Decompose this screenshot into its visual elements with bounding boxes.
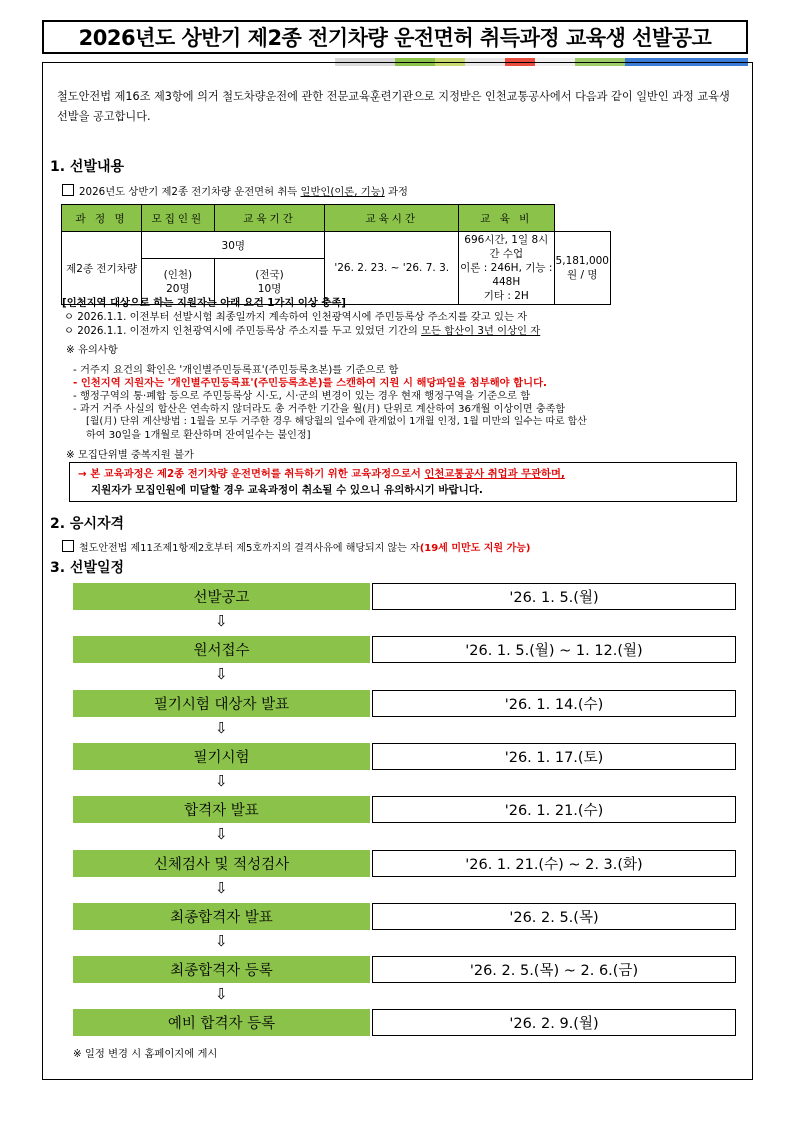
schedule-step-label: 예비 합격자 등록 (73, 1009, 370, 1036)
requirement-2 (64, 322, 540, 337)
course-prefix: 2026년도 상반기 제2종 전기차량 운전면허 취득 (79, 186, 301, 198)
schedule-step-label: 원서접수 (73, 636, 370, 663)
hours-line-2: 이론 : 246H, 기능 : 448H (460, 262, 553, 288)
schedule-step-date: '26. 1. 14.(수) (372, 690, 736, 717)
schedule-step-label: 최종합격자 발표 (73, 903, 370, 930)
down-arrow-icon: ⇩ (215, 825, 228, 843)
notice-line-2: 지원자가 모집인원에 미달할 경우 교육과정이 취소될 수 있으니 유의하시기 바랍니다. (91, 484, 483, 496)
down-arrow-icon: ⇩ (215, 665, 228, 683)
down-arrow-icon: ⇩ (215, 879, 228, 897)
course-suffix: 과정 (384, 186, 408, 198)
schedule-step-date: '26. 2. 5.(목) ~ 2. 6.(금) (372, 956, 736, 983)
hours-line-1: 696시간, 1일 8시간 수업 (464, 234, 549, 260)
schedule-step-date: '26. 2. 9.(월) (372, 1009, 736, 1036)
schedule-step-label: 합격자 발표 (73, 796, 370, 823)
important-notice-box (69, 462, 737, 502)
th-recruit: 모집인원 (142, 205, 214, 232)
incheon-requirement-heading: [인천지역 대상으로 하는 지원자는 아래 요건 1가지 이상 충족] (62, 297, 346, 309)
schedule-step-date: '26. 1. 5.(월) ~ 1. 12.(월) (372, 636, 736, 663)
course-name: 제2종 전기차량 (62, 232, 142, 305)
down-arrow-icon: ⇩ (215, 932, 228, 950)
schedule-footnote: ※ 일정 변경 시 홈페이지에 게시 (73, 1048, 218, 1060)
th-course: 과 정 명 (62, 205, 142, 232)
down-arrow-icon: ⇩ (215, 985, 228, 1003)
note-6: 하여 30일을 1개월로 환산하며 잔여일수는 불인정] (86, 430, 311, 441)
course-table (61, 204, 611, 305)
down-arrow-icon: ⇩ (215, 612, 228, 630)
eligibility-text: 철도안전법 제11조제1항제2호부터 제5호까지의 결격사유에 해당되지 않는 자 (79, 543, 420, 554)
recruit-national: (전국) 10명 (214, 259, 325, 305)
course-type: 일반인(이론, 기능) (300, 186, 385, 198)
section3-heading: 3. 선발일정 (50, 560, 125, 576)
down-arrow-icon: ⇩ (215, 719, 228, 737)
duplicate-notice: ※ 모집단위별 중복지원 불가 (66, 449, 194, 461)
notice-red-underline: 인천교통공사 취업과 무관하며, (424, 468, 565, 480)
fee-value: 5,181,000원 / 명 (554, 232, 610, 305)
schedule-step-label: 신체검사 및 적성검사 (73, 850, 370, 877)
note-2: - 인천지역 지원자는 '개인별주민등록표'(주민등록초본)를 스캔하여 지원 시 해당파일을 첨부해야 합니다. (73, 377, 547, 389)
schedule-step-label: 필기시험 (73, 743, 370, 770)
eligibility-line (62, 539, 530, 554)
down-arrow-icon: ⇩ (215, 772, 228, 790)
schedule-step-label: 최종합격자 등록 (73, 956, 370, 983)
section2-heading: 2. 응시자격 (50, 516, 125, 532)
schedule-step-date: '26. 1. 21.(수) ~ 2. 3.(화) (372, 850, 736, 877)
requirement-1: ㅇ 2026.1.1. 이전부터 선발시험 최종일까지 계속하여 인천광역시에 주민등록상 주소지를 갖고 있는 자 (64, 311, 528, 323)
notice-red-text: → 본 교육과정은 제2종 전기차량 운전면허를 취득하기 위한 교육과정으로서 (78, 468, 425, 480)
section1-heading: 1. 선발내용 (50, 159, 125, 175)
schedule-step-date: '26. 1. 21.(수) (372, 796, 736, 823)
th-hours: 교육시간 (325, 205, 459, 232)
th-period: 교육기간 (214, 205, 325, 232)
period-value: '26. 2. 23. ~ '26. 7. 3. (325, 232, 459, 305)
note-1: - 거주지 요건의 확인은 '개인별주민등록표'(주민등록초본)를 기준으로 함 (73, 364, 399, 376)
schedule-step-date: '26. 1. 5.(월) (372, 583, 736, 610)
note-4: - 과거 거주 사실의 합산은 연속하지 않더라도 총 거주한 기간을 월(月) 단위로 계산하여 36개월 이상이면 충족함 (73, 404, 566, 415)
requirement-2-prefix: ㅇ 2026.1.1. 이전까지 인천광역시에 주민등록상 주소지를 두고 있었던 기간의 (64, 325, 422, 337)
schedule-step-label: 선발공고 (73, 583, 370, 610)
recruit-incheon: (인천) 20명 (142, 259, 214, 305)
note-5: [월(月) 단위 계산방법 : 1월을 모두 거주한 경우 해당월의 일수에 관계없이 1개월 인정, 1월 미만의 일수는 따로 합산 (86, 416, 587, 427)
th-fee: 교 육 비 (459, 205, 555, 232)
eligibility-red: (19세 미만도 지원 가능) (419, 543, 531, 554)
intro-paragraph: 철도안전법 제16조 제3항에 의거 철도차량운전에 관한 전문교육훈련기관으로 지정받은 인천교통공사에서 다음과 같이 일반인 과정 교육생 선발을 공고합니다. (57, 90, 730, 123)
hours-line-3: 기타 : 2H (483, 290, 529, 302)
course-line (62, 183, 408, 198)
schedule-step-date: '26. 1. 17.(토) (372, 743, 736, 770)
checkbox-icon (62, 540, 74, 552)
notes-heading: ※ 유의사항 (66, 344, 118, 356)
hours-value (459, 232, 555, 305)
schedule-step-date: '26. 2. 5.(목) (372, 903, 736, 930)
requirement-2-underline: 모든 합산이 3년 이상인 자 (421, 325, 541, 337)
page-title: 2026년도 상반기 제2종 전기차량 운전면허 취득과정 교육생 선발공고 (42, 20, 748, 54)
schedule-step-label: 필기시험 대상자 발표 (73, 690, 370, 717)
note-3: - 행정구역의 통·폐합 등으로 주민등록상 시·도, 시·군의 변경이 있는 경우 현재 행정구역을 기준으로 함 (73, 390, 531, 402)
recruit-total: 30명 (142, 232, 325, 259)
checkbox-icon (62, 184, 74, 196)
